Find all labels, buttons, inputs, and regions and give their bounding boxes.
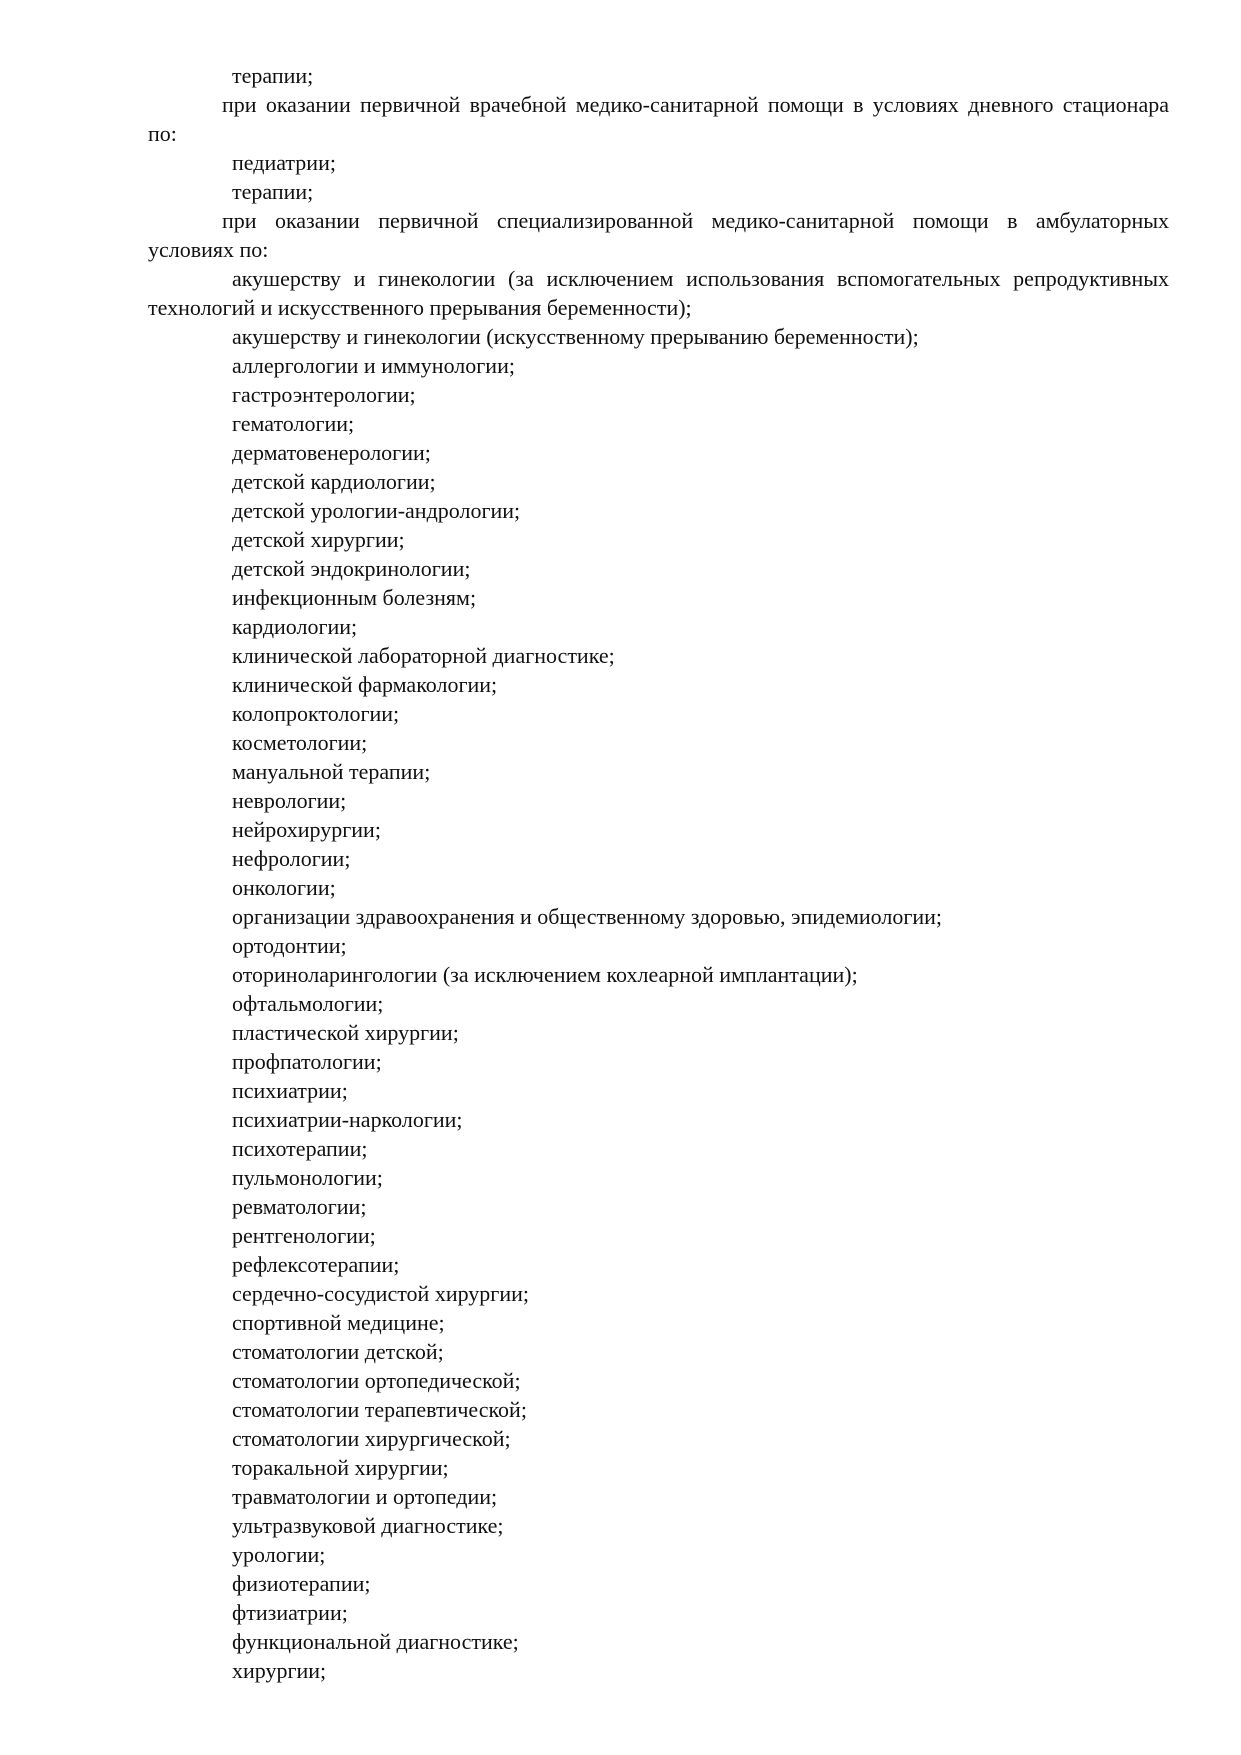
list-item: акушерству и гинекологии (искусственному прерыванию беременности); — [232, 324, 919, 349]
list-item: неврологии; — [232, 788, 347, 813]
document-body — [148, 61, 1169, 1685]
list-item: нефрологии; — [232, 846, 351, 871]
list-item: онкологии; — [232, 875, 336, 900]
paragraph: при оказании первичной специализированной медико-санитарной помощи в амбулаторных условиях по: — [148, 208, 1169, 262]
list-item: урологии; — [232, 1542, 326, 1567]
list-item: психотерапии; — [232, 1136, 368, 1161]
list-item: колопроктологии; — [232, 701, 400, 726]
paragraph: при оказании первичной врачебной медико-санитарной помощи в условиях дневного стационара по: — [148, 92, 1169, 146]
list-item: клинической фармакологии; — [232, 672, 498, 697]
list-item: инфекционным болезням; — [232, 585, 477, 610]
list-item: ревматологии; — [232, 1194, 367, 1219]
list-item: ультразвуковой диагностике; — [232, 1513, 504, 1538]
list-item: травматологии и ортопедии; — [232, 1484, 498, 1509]
list-item: аллергологии и иммунологии; — [232, 353, 515, 378]
list-item: функциональной диагностике; — [232, 1629, 519, 1654]
list-item: рефлексотерапии; — [232, 1252, 400, 1277]
list-item: оториноларингологии (за исключением кохлеарной имплантации); — [232, 962, 858, 987]
list-item: детской кардиологии; — [232, 469, 436, 494]
list-item: пластической хирургии; — [232, 1020, 459, 1045]
list-item: ортодонтии; — [232, 933, 347, 958]
list-item: стоматологии детской; — [232, 1339, 444, 1364]
list-item: терапии; — [232, 63, 314, 88]
list-item: детской хирургии; — [232, 527, 405, 552]
list-item: психиатрии; — [232, 1078, 348, 1103]
list-item: клинической лабораторной диагностике; — [232, 643, 615, 668]
list-item: физиотерапии; — [232, 1571, 371, 1596]
paragraph: акушерству и гинекологии (за исключением использования вспомогательных репродуктивных технологий и искусственного прерывания беременности); — [148, 266, 1169, 320]
list-item: стоматологии хирургической; — [232, 1426, 511, 1451]
list-item: мануальной терапии; — [232, 759, 431, 784]
list-item: профпатологии; — [232, 1049, 382, 1074]
list-item: детской эндокринологии; — [232, 556, 471, 581]
list-item: пульмонологии; — [232, 1165, 383, 1190]
list-item: детской урологии-андрологии; — [232, 498, 521, 523]
list-item: сердечно-сосудистой хирургии; — [232, 1281, 529, 1306]
list-item: фтизиатрии; — [232, 1600, 348, 1625]
list-item: терапии; — [232, 179, 314, 204]
list-item: торакальной хирургии; — [232, 1455, 449, 1480]
list-item: гастроэнтерологии; — [232, 382, 416, 407]
list-item: организации здравоохранения и общественному здоровью, эпидемиологии; — [232, 904, 943, 929]
list-item: офтальмологии; — [232, 991, 384, 1016]
list-item: психиатрии-наркологии; — [232, 1107, 463, 1132]
list-item: дерматовенерологии; — [232, 440, 431, 465]
list-item: рентгенологии; — [232, 1223, 376, 1248]
list-item: косметологии; — [232, 730, 368, 755]
list-item: гематологии; — [232, 411, 355, 436]
list-item: педиатрии; — [232, 150, 336, 175]
list-item: стоматологии терапевтической; — [232, 1397, 527, 1422]
list-item: хирургии; — [232, 1658, 327, 1683]
list-item: спортивной медицине; — [232, 1310, 445, 1335]
list-item: нейрохирургии; — [232, 817, 381, 842]
list-item: кардиологии; — [232, 614, 358, 639]
list-item: стоматологии ортопедической; — [232, 1368, 521, 1393]
